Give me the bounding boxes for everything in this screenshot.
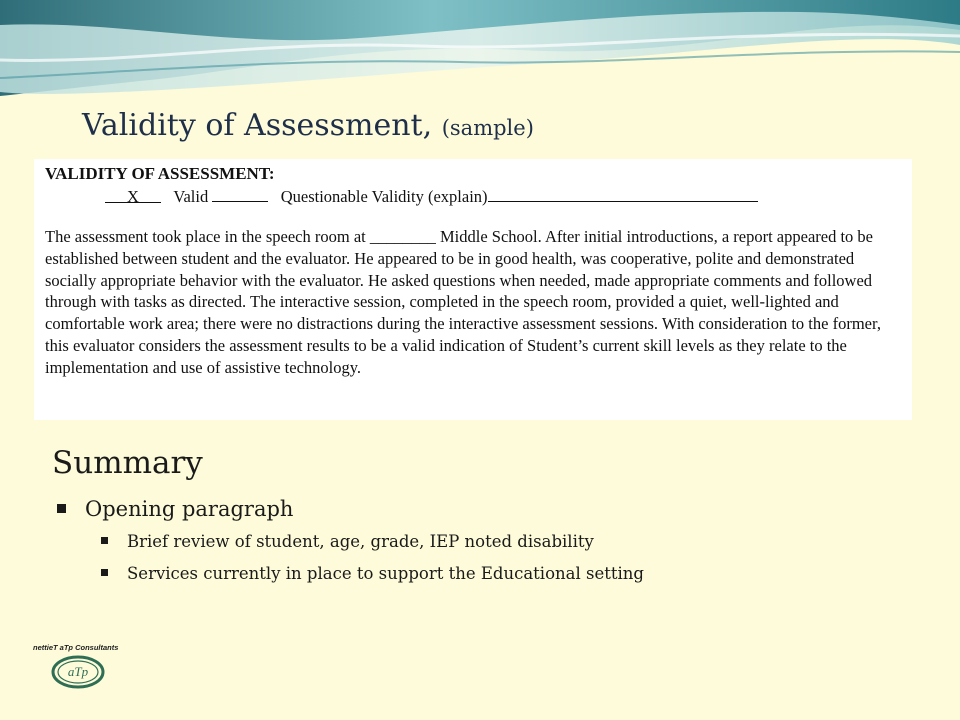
sub-bullet-review: [101, 532, 594, 551]
valid-label: Valid: [173, 187, 209, 206]
logo-mark: aTp: [67, 664, 89, 679]
document-paragraph: The assessment took place in the speech room at ________ Middle School. After initial introductions, a report appeared to be established between student and the evaluator. He appeared to be in good health, was cooperative, polite and demonstrated socially appropriate behavior with the evaluator. He asked questions when needed, made appropriate comments and followed through with tasks as directed. The interactive session, completed in the speech room, provided a quiet, well-lighted and comfortable work area; there were no distractions during the interactive assessment sessions. With consideration to the former, this evaluator considers the assessment results to be a valid indication of Student’s current skill levels as they relate to the implementation and use of assistive technology.: [45, 227, 881, 377]
summary-heading: Summary: [52, 445, 203, 481]
validity-checkline: [45, 185, 902, 208]
questionable-checkbox-blank: [212, 185, 268, 202]
document-heading: VALIDITY OF ASSESSMENT:: [45, 164, 275, 183]
slide-title-main: Validity of Assessment,: [82, 108, 433, 143]
slide-title-sub: (sample): [441, 116, 534, 140]
bullet-text: Opening paragraph: [85, 497, 294, 521]
company-logo: [30, 640, 130, 692]
slide-title: [82, 108, 534, 143]
logo-name: nettieT aTp Consultants: [33, 643, 119, 652]
sub-bullet-text: Services currently in place to support the Educational setting: [127, 564, 644, 583]
bullet-opening-paragraph: [57, 497, 293, 521]
square-bullet-icon: [101, 537, 108, 544]
explain-blank: [488, 185, 758, 202]
document-excerpt: [34, 159, 912, 420]
questionable-label: Questionable Validity (explain): [280, 187, 488, 206]
sub-bullet-text: Brief review of student, age, grade, IEP noted disability: [127, 532, 594, 551]
square-bullet-icon: [101, 569, 108, 576]
checkbox-mark: X: [127, 187, 139, 206]
valid-checkbox-blank: [105, 186, 161, 206]
square-bullet-icon: [57, 504, 66, 513]
header-banner: [0, 0, 960, 100]
sub-bullet-services: [101, 564, 644, 583]
